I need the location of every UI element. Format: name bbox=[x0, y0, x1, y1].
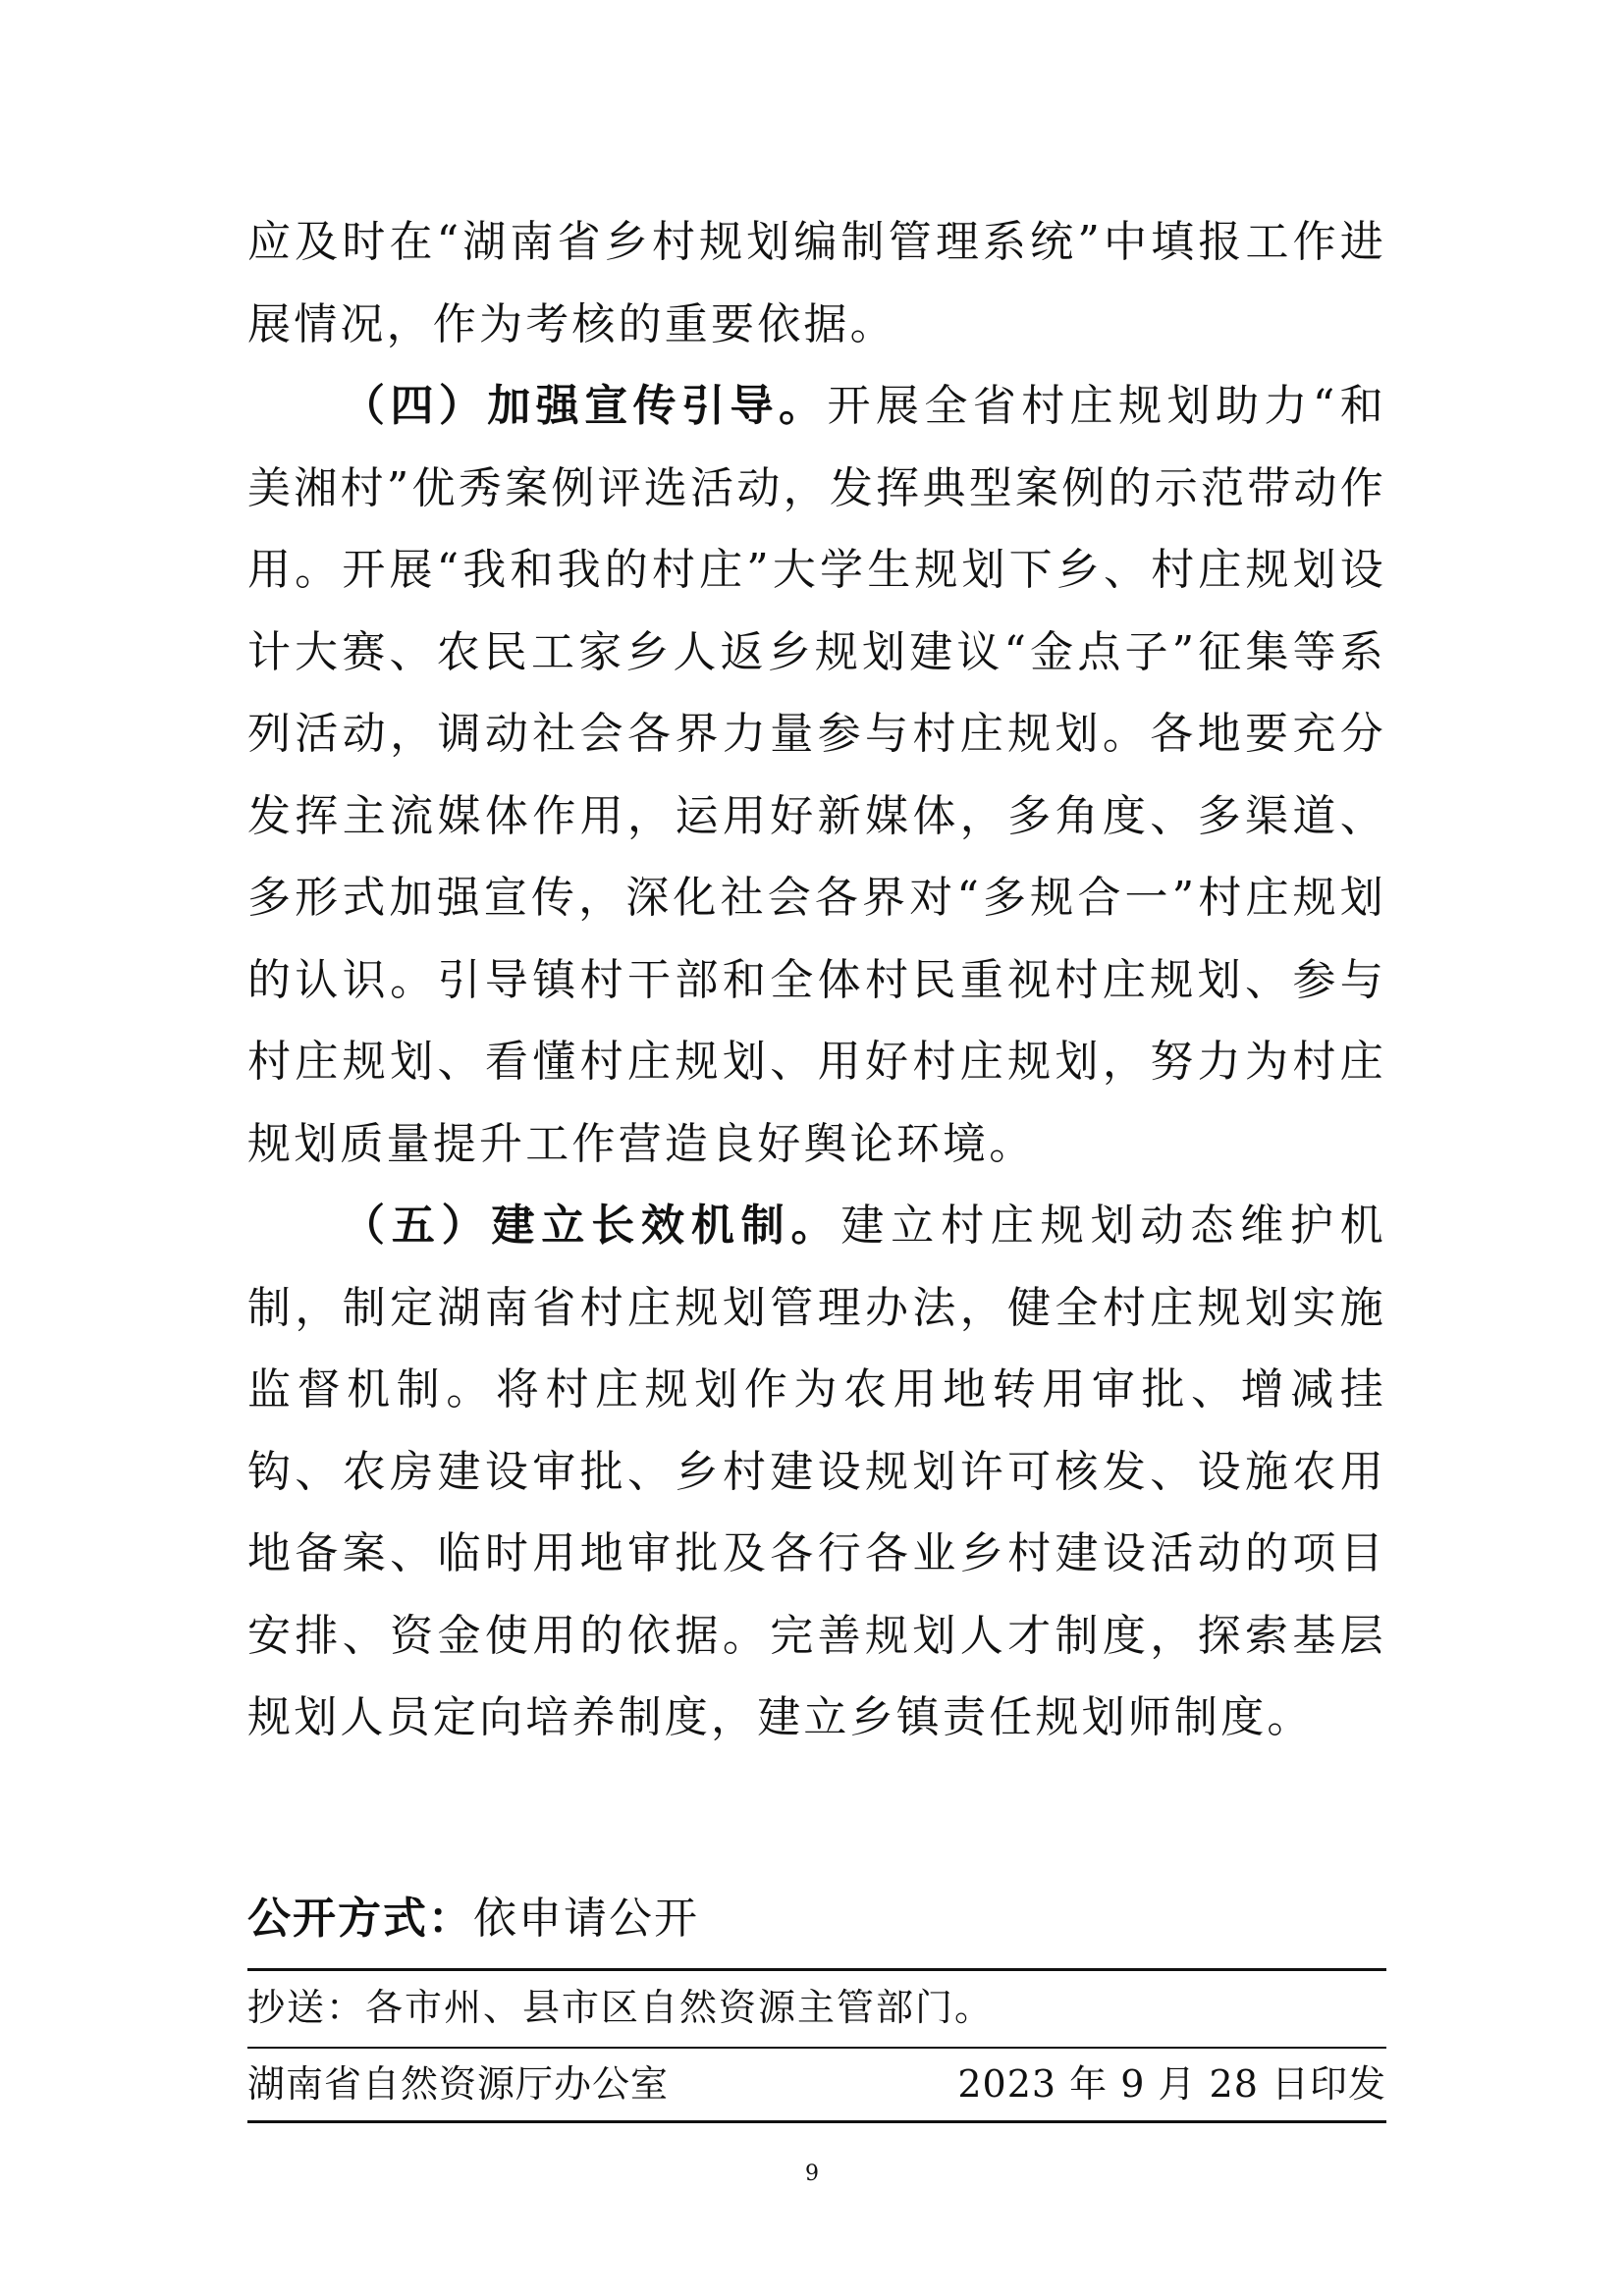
paragraph-1 bbox=[247, 201, 1386, 365]
open-mode-line bbox=[247, 1890, 1386, 1949]
body-text bbox=[247, 201, 1386, 1759]
divider-middle bbox=[247, 2047, 1386, 2049]
paragraph-2 bbox=[247, 365, 1386, 1185]
section-heading-5: （五）建立长效机制。 bbox=[342, 1201, 841, 1251]
section-heading-4: （四）加强宣传引导。 bbox=[342, 381, 828, 431]
open-mode-label: 公开方式： bbox=[247, 1894, 473, 1944]
open-mode-value: 依申请公开 bbox=[473, 1894, 699, 1944]
issuer-name: 湖南省自然资源厅办公室 bbox=[247, 2062, 670, 2106]
cc-text: 抄送：各市州、县市区自然资源主管部门。 bbox=[247, 1986, 995, 2029]
divider-top bbox=[247, 1968, 1386, 1971]
paragraph-3 bbox=[247, 1185, 1386, 1759]
paragraph-3-text: 建立村庄规划动态维护机制，制定湖南省村庄规划管理办法，健全村庄规划实施监督机制。将村庄规划作为农用地转用审批、增减挂钩、农房建设审批、乡村建设规划许可核发、设施农用地备案、临时用地审批及各行各业乡村建设活动的项目安排、资金使用的依据。完善规划人才制度，探索基层规划人员定向培养制度，建立乡镇责任规划师制度。 bbox=[247, 1201, 1387, 1742]
paragraph-2-text: 开展全省村庄规划助力“和美湘村”优秀案例评选活动，发挥典型案例的示范带动作用。开展“我和我的村庄”大学生规划下乡、村庄规划设计大赛、农民工家乡人返乡规划建议“金点子”征集等系列活动，调动社会各界力量参与村庄规划。各地要充分发挥主流媒体作用，运用好新媒体，多角度、多渠道、多形式加强宣传，深化社会各界对“多规合一”村庄规划的认识。引导镇村干部和全体村民重视村庄规划、参与村庄规划、看懂村庄规划、用好村庄规划，努力为村庄规划质量提升工作营造良好舆论环境。 bbox=[247, 381, 1386, 1169]
page-number: 9 bbox=[805, 2162, 819, 2186]
issuer-row bbox=[247, 2059, 1386, 2109]
issue-date: 2023 年 9 月 28 日印发 bbox=[957, 2062, 1386, 2106]
divider-bottom bbox=[247, 2120, 1386, 2123]
cc-line bbox=[247, 1983, 1386, 2032]
paragraph-1-text: 应及时在“湖南省乡村规划编制管理系统”中填报工作进展情况，作为考核的重要依据。 bbox=[247, 217, 1386, 349]
